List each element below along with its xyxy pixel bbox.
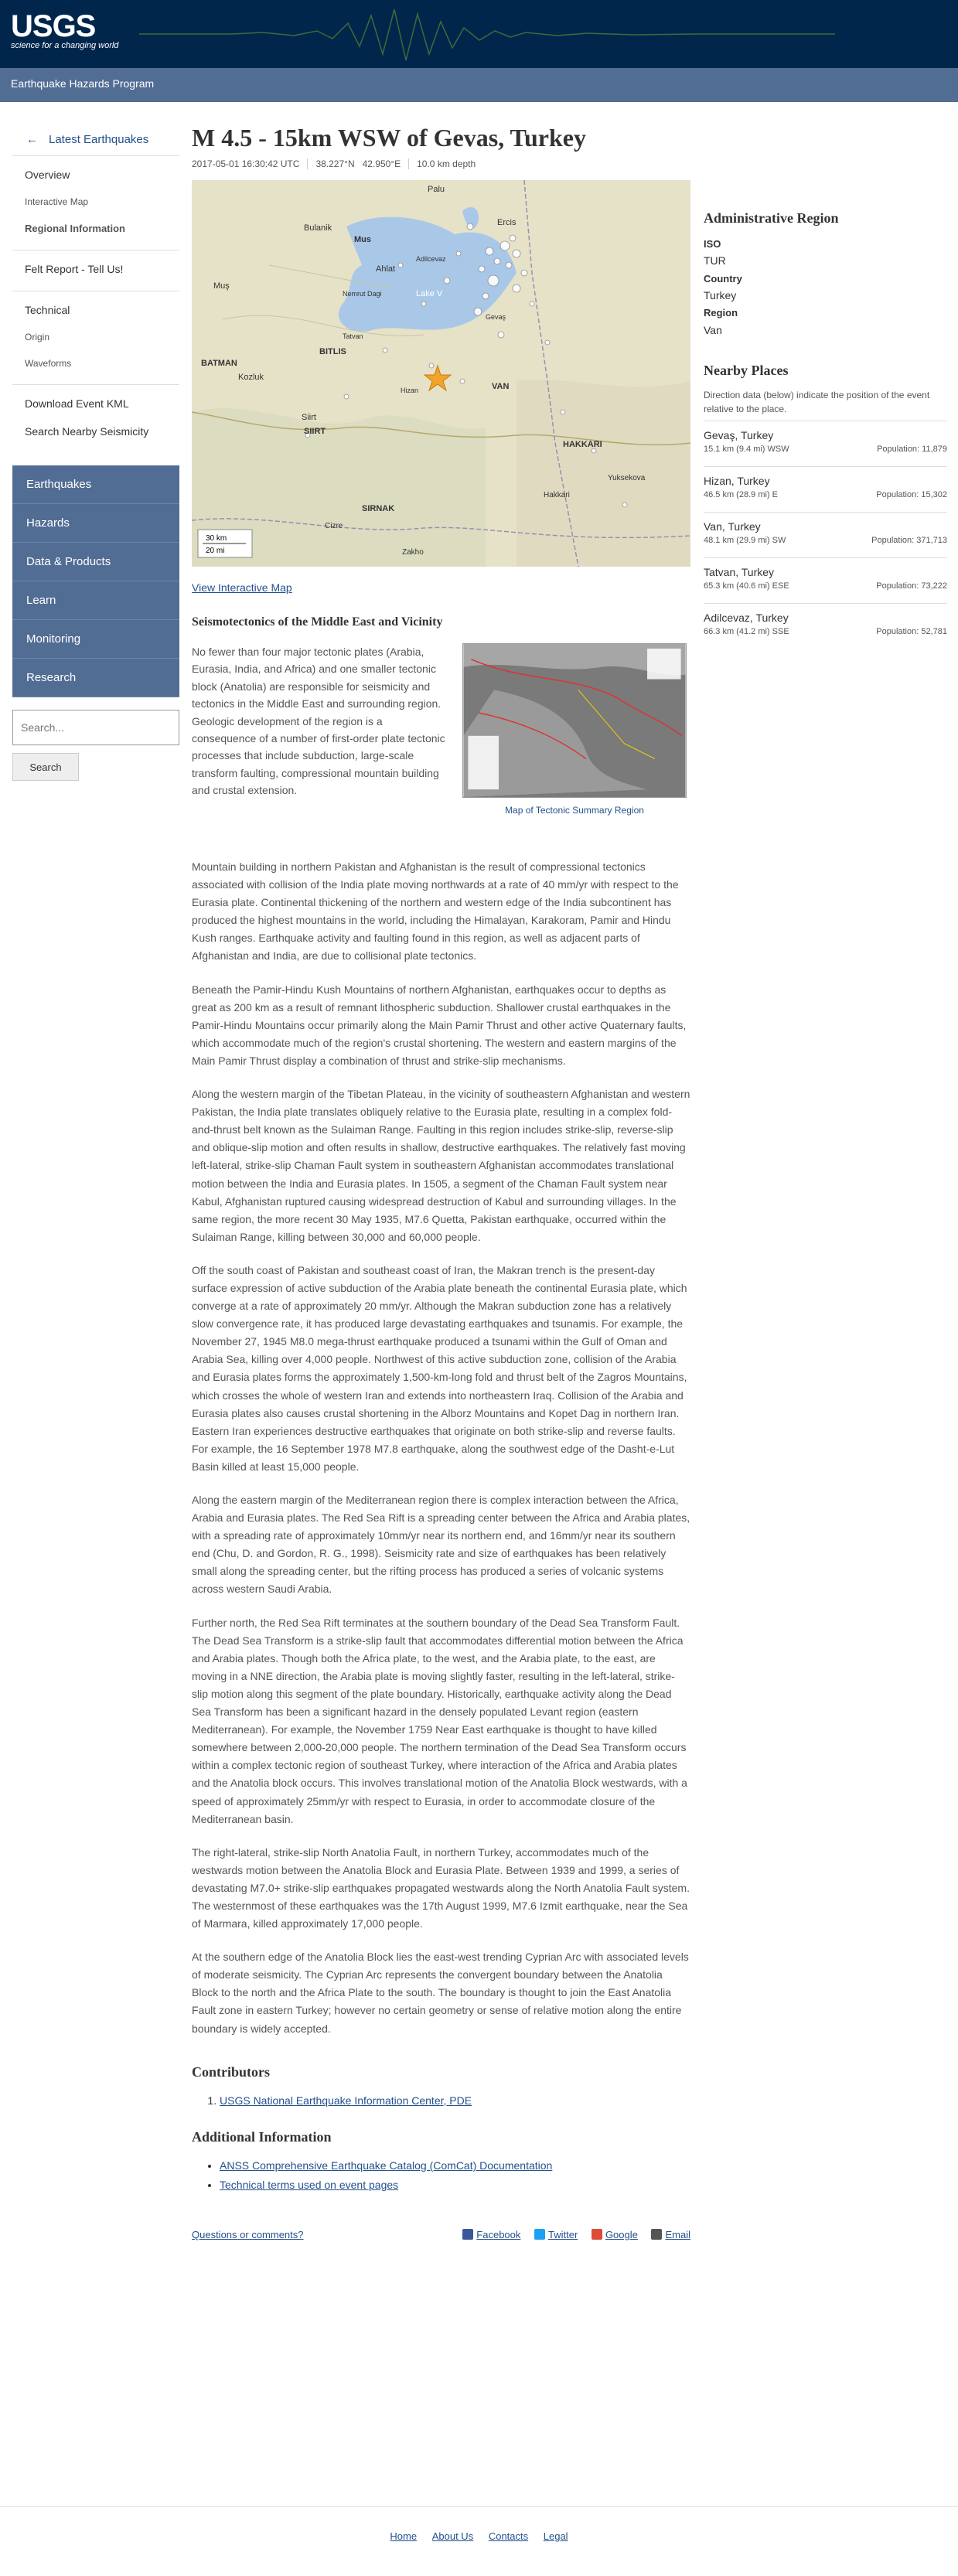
place-distance: 15.1 km (9.4 mi) WSW — [704, 444, 789, 454]
event-time: 2017-05-01 16:30:42 UTC — [192, 158, 300, 169]
map-label-hizan: Hizan — [401, 387, 419, 394]
map-label-gevas: Gevaş — [486, 313, 506, 321]
event-depth: 10.0 km depth — [408, 158, 483, 169]
sidebar-item-felt-report[interactable]: Felt Report - Tell Us! — [25, 263, 124, 275]
footer-about-link[interactable]: About Us — [431, 2530, 474, 2542]
latest-earthquakes-link[interactable] — [12, 124, 179, 156]
map-label-ercis: Ercis — [497, 218, 517, 227]
list-item — [220, 2091, 690, 2111]
map-label-siirt: SIIRT — [304, 427, 326, 436]
logo-mark: USGS — [11, 9, 96, 43]
footer-home-link[interactable]: Home — [390, 2530, 418, 2542]
list-item — [220, 2156, 690, 2176]
map-label-adilcevaz: Adilcevaz — [416, 255, 446, 263]
place-name: Gevaş, Turkey — [704, 428, 774, 441]
event-lon: 42.950°E — [362, 158, 401, 169]
nav-data-products[interactable]: Data & Products — [12, 543, 179, 581]
tectonics-paragraph-1: Mountain building in northern Pakistan and Afghanistan is the result of compressional tectonics associated with collision of the India plate moving northwards at a rate of 40 mm/yr with respect to the Eurasia plate. Continental thickening of the northern and western edge of the India subcontinent has produced the highest mountains in the world, including the Himalayan, Karakoram, Pamir and Hindu Kush ranges. Earthquake activity and faulting found in this region, as well as adjacent parts of Afghanistan and India, are due to collisional plate tectonics. — [192, 860, 679, 963]
nearby-place — [704, 557, 947, 598]
event-lat: 38.227°N — [307, 158, 362, 169]
iso-value: TUR — [704, 254, 726, 267]
felt-group — [12, 250, 179, 291]
tectonic-figure[interactable] — [462, 643, 687, 816]
view-interactive-map-link[interactable]: View Interactive Map — [192, 581, 292, 594]
place-population: Population: 371,713 — [871, 535, 947, 545]
map-label-ahlat: Ahlat — [376, 264, 396, 274]
tectonics-intro-text: No fewer than four major tectonic plates (Arabia, Eurasia, India, and Africa) and one smaller tectonic block (Anatolia) are responsible for seismicity and tectonics in the Middle East and surrounding region. Geologic development of the region is a consequence of a number of first-order plate tectonic processes that include subduction, large-scale transform faulting, compressional mountain building and crustal extension. — [192, 646, 445, 797]
email-icon — [651, 2229, 662, 2240]
sidebar-item-download-kml[interactable]: Download Event KML — [25, 397, 129, 410]
map-label-lake-van: Lake V — [416, 289, 443, 298]
event-links — [12, 156, 179, 250]
technical-group — [12, 291, 179, 385]
place-population: Population: 11,879 — [877, 444, 947, 454]
nav-monitoring[interactable]: Monitoring — [12, 620, 179, 659]
contributors-list — [192, 2091, 690, 2111]
place-name: Hizan, Turkey — [704, 474, 770, 487]
nearby-place — [704, 466, 947, 507]
tectonics-paragraph-2: Beneath the Pamir-Hindu Kush Mountains of northern Afghanistan, earthquakes occur to depths as great as 200 km as a result of remnant lithospheric subduction. Shallower crustal earthquakes in the Pamir-Hindu Mountains occur primarily along the Main Pamir Thrust and other active Quaternary faults, which accommodate much of the region's crustal shortening. The western and eastern margins of the Main Pamir Thrust display a combination of thrust and strike-slip mechanisms. — [192, 983, 687, 1067]
map-label-cizre: Cizre — [325, 522, 343, 530]
figure-caption[interactable]: Map of Tectonic Summary Region — [505, 805, 644, 816]
place-name: Van, Turkey — [704, 520, 761, 533]
page-title: M 4.5 - 15km WSW of Gevas, Turkey — [192, 124, 586, 152]
facebook-icon — [462, 2229, 473, 2240]
tectonics-paragraph-5: Along the eastern margin of the Mediterranean region there is complex interaction between the Africa, Arabia and Eurasia plates. The Red Sea Rift is a spreading center between the Africa and Arabia plates, with a spreading rate of approximately 10mm/yr near its northern end, and 16mm/yr near its southern end (Chu, D. and Gordon, R. G., 1998). Seismicity rate and size of earthquakes has been relatively small along the spreading center, but the rifting process has produced a series of volcanic systems across western Saudi Arabia. — [192, 1494, 690, 1596]
list-item — [220, 2176, 690, 2195]
tectonics-heading: Seismotectonics of the Middle East and Vicinity — [192, 615, 443, 629]
map-scale-mi: 20 mi — [206, 547, 225, 555]
twitter-link[interactable]: Twitter — [548, 2229, 578, 2241]
footer-legal-link[interactable]: Legal — [543, 2530, 568, 2542]
tectonics-paragraph-3: Along the western margin of the Tibetan Plateau, in the vicinity of southeastern Afghanistan and western Pakistan, the India plate translates obliquely relative to the Eurasia plate, resulting in a complex fold-and-thrust belt known as the Sulaiman Range. Faulting in this region includes strike-slip, reverse-slip and oblique-slip motion and often results in shallow, destructive earthquakes. The relatively fast moving left-lateral, strike-slip Chaman Fault system in southeastern Afghanistan accommodates translational motion between the India and Eurasia plates. In 1505, a segment of the Chaman Fault system near Kabul, Afghanistan ruptured causing widespread destruction of Kabul and surrounding villages. In the same region, the more recent 30 May 1935, M7.6 Quetta, Pakistan earthquake, occurred within the Sulaiman Range, killing between 30,000 and 60,000 people. — [192, 1088, 690, 1243]
map-label-palu: Palu — [428, 185, 445, 194]
contributor-link[interactable]: USGS National Earthquake Information Center, PDE — [220, 2094, 472, 2107]
map-label-kozluk: Kozluk — [238, 373, 264, 382]
usgs-logo[interactable] — [11, 9, 135, 56]
map-label-mus-town: Muş — [213, 281, 230, 291]
contributors-heading: Contributors — [192, 2063, 271, 2080]
place-distance: 66.3 km (41.2 mi) SSE — [704, 626, 789, 636]
place-name: Tatvan, Turkey — [704, 565, 775, 578]
questions-link[interactable]: Questions or comments? — [192, 2229, 304, 2241]
tectonic-summary-map[interactable] — [462, 643, 687, 798]
place-distance: 46.5 km (28.9 mi) E — [704, 489, 778, 499]
tectonics-paragraph-6: Further north, the Red Sea Rift terminates at the southern boundary of the Dead Sea Transform Fault. The Dead Sea Transform is a strike-slip fault that accommodates differential motion between the Africa and Arabia plates. Though both the Africa plate, to the west, and the Arabia plate, to the east, are moving in a NNE direction, the Arabia plate is moving slightly faster, resulting in the left-lateral, strike-slip motion along this segment of the plate boundary. Historically, earthquake activity along the Dead Sea Transform has been a significant hazard in the densely populated Levant region (eastern Mediterranean). For example, the November 1759 Near East earthquake is thought to have killed somewhere between 2,000-20,000 people. The northern termination of the Dead Sea Transform occurs within a complex tectonic region of southeast Turkey, where interaction of the Africa and Arabia plates and the Anatolia block occurs. This involves translational motion of the Anatolia Block westwards, with a speed of approximately 25mm/yr with respect to Eurasia, in order to accommodate closure of the Mediterranean basin. — [192, 1616, 687, 1825]
region-label: Region — [704, 307, 738, 319]
nav-learn[interactable]: Learn — [12, 581, 179, 620]
sidebar-item-origin[interactable]: Origin — [25, 332, 50, 342]
map-label-sirnak: SIRNAK — [362, 504, 395, 513]
place-name: Adilcevaz, Turkey — [704, 611, 789, 624]
nav-hazards[interactable]: Hazards — [12, 504, 179, 543]
iso-label: ISO — [704, 238, 721, 250]
tectonics-intro — [192, 643, 690, 843]
tools-group — [12, 385, 179, 453]
sidebar-item-waveforms[interactable]: Waveforms — [25, 358, 72, 369]
site-nav — [12, 465, 179, 697]
twitter-icon — [534, 2229, 545, 2240]
back-arrow-icon: ← — [26, 133, 38, 146]
region-value: Van — [704, 323, 722, 336]
additional-info-heading: Additional Information — [192, 2128, 332, 2145]
right-aside — [704, 210, 947, 644]
admin-region-details — [704, 236, 947, 339]
map-scale-km: 30 km — [206, 534, 227, 543]
page-footer-row — [192, 2229, 690, 2260]
map-label-mus: Mus — [354, 235, 371, 244]
map-label-yuksekova: Yuksekova — [608, 474, 646, 482]
nearby-note: Direction data (below) indicate the position of the event relative to the place. — [704, 389, 930, 414]
sidebar-item-technical[interactable]: Technical — [25, 304, 70, 316]
place-distance: 48.1 km (29.9 mi) SW — [704, 535, 786, 545]
map-label-hakkari: Hakkari — [544, 491, 570, 499]
country-value: Turkey — [704, 288, 737, 302]
place-population: Population: 15,302 — [876, 489, 947, 499]
share-email[interactable] — [651, 2229, 690, 2240]
map-label-bulanik: Bulanik — [304, 223, 332, 233]
sidebar-item-search-nearby[interactable]: Search Nearby Seismicity — [25, 425, 149, 438]
map-label-hakkari-prov: HAKKARI — [563, 440, 602, 449]
nearby-place — [704, 421, 947, 462]
comcat-doc-link[interactable]: ANSS Comprehensive Earthquake Catalog (ComCat) Documentation — [220, 2159, 553, 2172]
main-content — [192, 124, 690, 2260]
share-facebook[interactable] — [462, 2229, 520, 2240]
seismogram-graphic — [139, 0, 835, 68]
latest-label: Latest Earthquakes — [49, 133, 149, 146]
map-label-batman: BATMAN — [201, 359, 237, 368]
country-label: Country — [704, 272, 742, 285]
nearby-place — [704, 512, 947, 553]
map-label-tatvan: Tatvan — [343, 332, 363, 340]
tectonics-paragraph-4: Off the south coast of Pakistan and southeast coast of Iran, the Makran trench is the present-day surface expression of active subduction of the Arabia plate beneath the continental Eurasia plate, which converge at a rate of approximately 20 mm/yr. Although the Makran subduction zone has a relatively slow convergence rate, it has produced large devastating earthquakes and tsunamis. For example, the November 27, 1945 M8.0 mega-thrust earthquake produced a tsunami within the Gulf of Oman and Arabia Sea, killing over 4,000 people. Northwest of this active subduction zone, collision of the Arabia and Eurasia plates forms the approximately 1,500-km-long fold and thrust belt of the Zagros Mountains, which crosses the whole of western Iran and extends into northeastern Iraq. Collision of the Arabia and Eurasia plates also causes crustal shortening in the Alborz Mountains and Kopet Dag in northern Iran. Eastern Iran experiences destructive earthquakes that originate on both strike-slip and reverse faults. For example, the 16 September 1978 M7.8 earthquake, along the southwest edge of the Dasht-e-Lut Basin killed at least 15,000 people. — [192, 1263, 687, 1473]
search-input[interactable] — [12, 710, 179, 745]
map-label-bitlis: BITLIS — [319, 347, 346, 356]
place-population: Population: 52,781 — [876, 626, 947, 636]
tectonics-paragraph-7: The right-lateral, strike-slip North Anatolia Fault, in northern Turkey, accommodates much of the westwards motion between the Anatolia Block and Eurasia Plate. Between 1939 and 1999, a series of devastating M7.0+ strike-slip earthquakes propagated westwards along the North Anatolia Fault system. The westernmost of these earthquakes was the 17th August 1999, M7.6 Izmit earthquake, near the Sea of Marmara, killed approximately 17,000 people. — [192, 1845, 690, 1930]
tectonics-paragraph-8: At the southern edge of the Anatolia Block lies the east-west trending Cyprian Arc with associated levels of moderate seismicity. The Cyprian Arc represents the convergent boundary between the Anatolia Block to the north and the Africa Plate to the south. The boundary is thought to join the East Anatolia Fault zone in eastern Turkey; however no certain geometry or sense of relative motion along the entire boundary is widely accepted. — [192, 1951, 689, 2035]
facebook-link[interactable]: Facebook — [476, 2229, 521, 2241]
share-google[interactable] — [592, 2229, 638, 2240]
technical-terms-link[interactable]: Technical terms used on event pages — [220, 2179, 399, 2191]
event-map[interactable] — [192, 180, 690, 567]
share-twitter[interactable] — [534, 2229, 578, 2240]
admin-region-heading: Administrative Region — [704, 210, 839, 226]
map-label-van: VAN — [492, 382, 510, 391]
sidebar-item-interactive-map[interactable]: Interactive Map — [25, 196, 89, 207]
nearby-place — [704, 603, 947, 644]
google-link[interactable]: Google — [605, 2229, 638, 2241]
map-label-siirt-town: Siirt — [302, 413, 316, 422]
sidebar-item-regional-information[interactable]: Regional Information — [25, 223, 125, 234]
sidebar-item-overview[interactable]: Overview — [25, 169, 70, 181]
map-label-zakho: Zakho — [402, 548, 424, 557]
email-link[interactable]: Email — [665, 2229, 690, 2241]
place-population: Population: 73,222 — [876, 581, 947, 591]
site-footer-links — [0, 2506, 958, 2542]
place-distance: 65.3 km (40.6 mi) ESE — [704, 581, 789, 591]
program-bar[interactable]: Earthquake Hazards Program — [0, 68, 958, 102]
share-links — [452, 2229, 690, 2240]
google-icon — [592, 2229, 602, 2240]
nearby-places-heading: Nearby Places — [704, 362, 789, 378]
sidebar — [12, 124, 179, 781]
map-label-nemrut: Nemrut Dagi — [343, 290, 382, 298]
usgs-header — [0, 0, 958, 68]
nav-research[interactable]: Research — [12, 659, 179, 697]
logo-tagline: science for a changing world — [11, 41, 119, 50]
additional-info-list — [192, 2156, 690, 2195]
event-meta — [192, 158, 690, 169]
search-button[interactable]: Search — [12, 753, 79, 781]
nav-earthquakes[interactable]: Earthquakes — [12, 465, 179, 504]
footer-contacts-link[interactable]: Contacts — [488, 2530, 529, 2542]
